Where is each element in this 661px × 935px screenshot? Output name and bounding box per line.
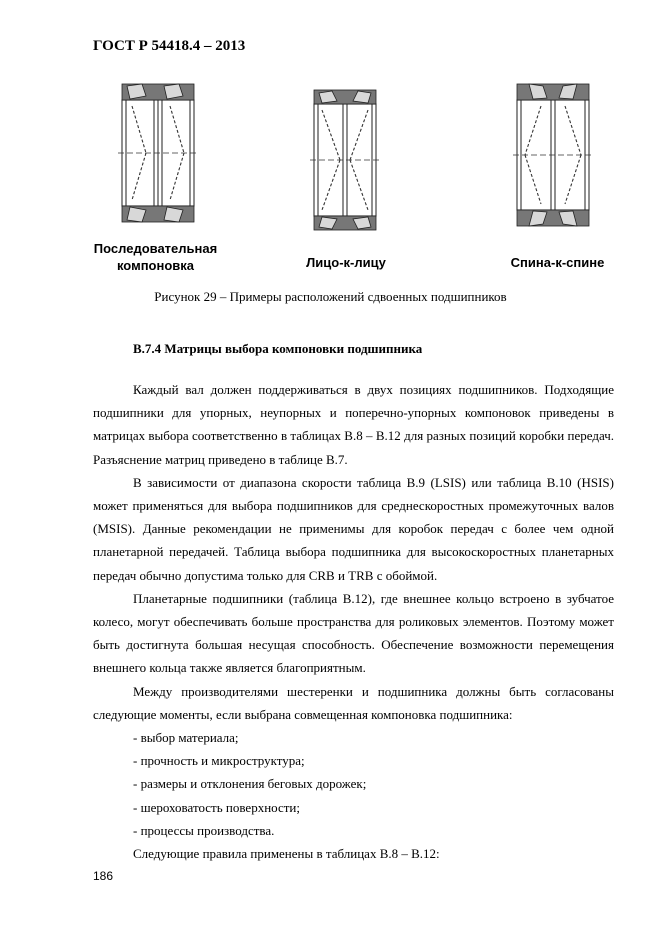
- body-text: [93, 378, 614, 865]
- tandem-label-line1: Последовательная: [93, 241, 218, 256]
- face-to-face-label: Лицо-к-лицу: [306, 255, 386, 270]
- paragraph-3: Планетарные подшипники (таблица В.12), где внешнее кольцо встроено в зубчатое колесо, могут обеспечивать больше пространства для роликовых элементов. Поэтому может быть достигнута большая несущая способность. Обеспечение возможности перемещения внешнего кольца также является благоприятным.: [93, 590, 614, 676]
- tandem-label: [88, 240, 223, 274]
- page-number: 186: [93, 869, 114, 883]
- list-item: - процессы производства.: [133, 822, 275, 838]
- list-item: - выбор материала;: [133, 730, 239, 746]
- paragraph-1: Каждый вал должен поддерживаться в двух позициях подшипников. Подходящие подшипники для упорных, неупорных и поперечно-упорных компоновок приведены в матрицах выбора соответственно в таблицах В.8 – В.12 для разных позиций коробки передач. Разъяснение матриц приведено в таблице В.7.: [93, 382, 614, 467]
- document-header: ГОСТ Р 54418.4 – 2013: [93, 38, 246, 54]
- closing-paragraph: Следующие правила применены в таблицах В.8 – В.12:: [133, 846, 440, 862]
- list-item: - размеры и отклонения беговых дорожек;: [133, 776, 367, 792]
- paragraph-2: В зависимости от диапазона скорости таблица В.9 (LSIS) или таблица В.10 (HSIS) может применяться для выбора подшипников для среднескоростных промежуточных валов (MSIS). Данные рекомендации не применимы для коробок передач с более чем одной планетарной передачей. Таблица выбора подшипника для высокоскоростных планетарных передач обычно допустима только для CRB и TRB с обоймой.: [93, 474, 614, 583]
- back-to-back-label: Спина-к-спине: [510, 255, 605, 270]
- tandem-bearing-drawing: [118, 78, 198, 228]
- list-item: - шероховатость поверхности;: [133, 799, 300, 815]
- back-to-back-bearing-drawing: [513, 78, 593, 233]
- bearing-figure: [0, 78, 661, 278]
- figure-caption: Рисунок 29 – Примеры расположений сдвоенных подшипников: [154, 289, 507, 304]
- tandem-label-line2: компоновка: [116, 258, 195, 273]
- section-title: В.7.4 Матрицы выбора компоновки подшипника: [133, 341, 423, 356]
- list-item: - прочность и микроструктура;: [133, 753, 305, 769]
- face-to-face-bearing-drawing: [310, 86, 380, 236]
- paragraph-4: Между производителями шестеренки и подшипника должны быть согласованы следующие моменты, если выбрана совмещенная компоновка подшипника:: [93, 683, 614, 722]
